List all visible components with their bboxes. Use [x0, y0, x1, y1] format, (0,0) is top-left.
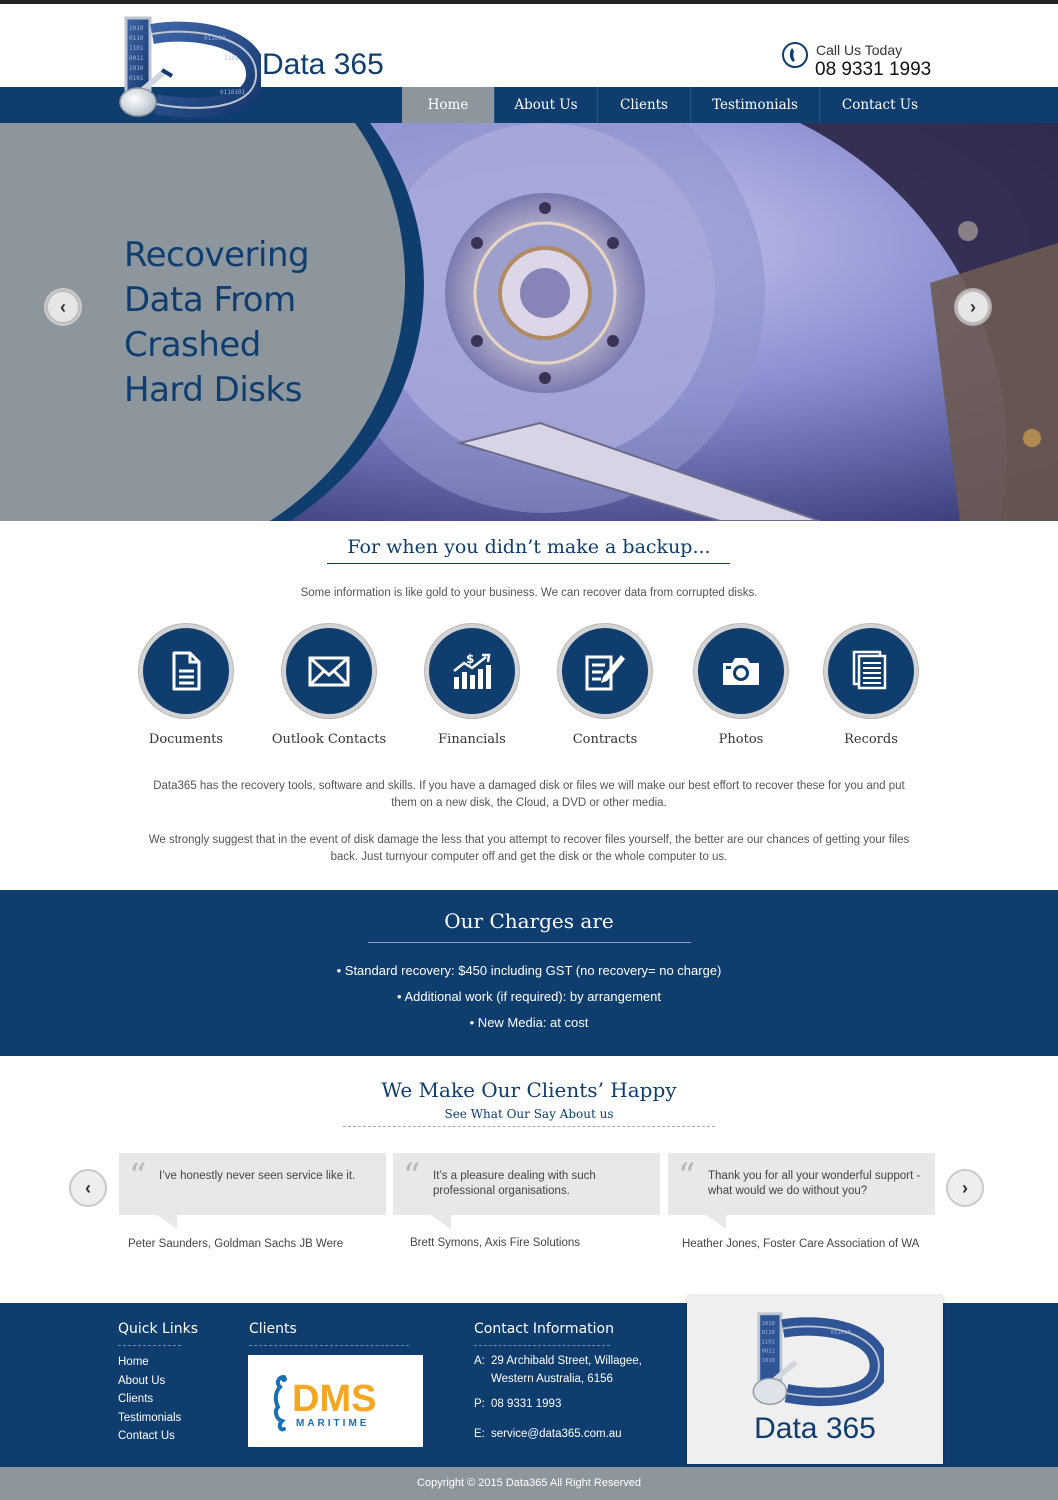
camera-icon: [721, 655, 761, 687]
footer-brand-logo: [749, 1312, 884, 1408]
hero-headline: Recovering Data From Crashed Hard Disks: [124, 235, 310, 410]
svg-text:1101: 1101: [129, 45, 144, 52]
service-photos[interactable]: Photos: [671, 624, 811, 747]
service-contracts[interactable]: Contracts: [535, 624, 675, 747]
svg-text:011010: 011010: [830, 1330, 851, 1337]
chevron-right-icon: ›: [962, 1177, 968, 1198]
charges-title: Our Charges are: [444, 909, 614, 933]
financial-chart-icon: [450, 651, 494, 691]
svg-text:0110101: 0110101: [220, 89, 246, 96]
brand-logo[interactable]: [116, 16, 261, 120]
svg-text:1010: 1010: [761, 1357, 775, 1364]
charges-divider: [368, 942, 691, 943]
testimonial-quote: “ It’s a pleasure dealing with such professional organisations.: [393, 1153, 660, 1215]
svg-text:1010: 1010: [761, 1320, 775, 1327]
nav-item-home[interactable]: Home: [402, 87, 495, 123]
testimonials-prev-button[interactable]: [69, 1169, 107, 1207]
nav-item-clients[interactable]: Clients: [598, 87, 691, 123]
testimonials-title: We Make Our Clients’ Happy: [381, 1078, 677, 1102]
svg-text:0110: 0110: [129, 35, 144, 42]
brand-name[interactable]: Data 365: [262, 48, 384, 81]
svg-text:$: $: [466, 652, 475, 666]
recovery-paragraph: Data365 has the recovery tools, software and skills. If you have a damaged disk or files we will make our best effort to recover these for you and put them on a new disk, the Cloud, a DVD or other media.: [153, 780, 905, 809]
quick-links-list: [118, 1353, 181, 1446]
testimonial-quote: “ I’ve honestly never seen service like it.: [119, 1153, 386, 1215]
testimonials-subtitle[interactable]: See What Our Say About us: [444, 1107, 614, 1121]
services-row: [0, 624, 1058, 754]
quote-mark-icon: “: [129, 1156, 147, 1196]
svg-text:1010: 1010: [129, 65, 144, 72]
footer-link-about-us[interactable]: About Us: [118, 1374, 166, 1387]
hero-slider: [0, 123, 1058, 521]
svg-text:011010: 011010: [204, 35, 226, 42]
seahorse-logo-icon: [248, 1355, 423, 1447]
service-outlook-contacts[interactable]: Outlook Contacts: [259, 624, 399, 747]
charges-list: [0, 958, 1058, 1036]
envelope-icon: [307, 653, 351, 689]
svg-text:DMS: DMS: [292, 1378, 377, 1420]
quote-mark-icon: “: [403, 1156, 421, 1196]
footer-logo-card[interactable]: [687, 1296, 943, 1464]
site-footer: Quick Links Home About Us Clients Testimonials Contact Us Clients DMS MARITIME Contact Information A: 29 Archibald Street, Willagee, Western Australia, 6156 P: 08 9331 1993 E: service@data365.com.au: [0, 1303, 1058, 1467]
call-label: Call Us Today: [816, 42, 903, 58]
svg-text:1010: 1010: [129, 25, 144, 32]
testimonial-quote: “ Thank you for all your wonderful support - what would we do without you?: [668, 1153, 935, 1215]
charge-item: • Additional work (if required): by arrangement: [397, 989, 661, 1004]
footer-brand-name: Data 365: [754, 1412, 876, 1445]
svg-text:0011: 0011: [129, 55, 144, 62]
clients-title: Clients: [249, 1321, 297, 1337]
testimonial-author: Heather Jones, Foster Care Association of WA: [682, 1238, 920, 1250]
svg-text:0101: 0101: [129, 75, 144, 82]
document-icon: [168, 651, 204, 691]
svg-text:0011: 0011: [761, 1348, 775, 1355]
nav-item-contact-us[interactable]: Contact Us: [841, 97, 919, 113]
nav-item-about-us[interactable]: About Us: [495, 87, 598, 123]
quick-links-title: Quick Links: [118, 1321, 199, 1337]
chevron-right-icon: ›: [970, 296, 976, 317]
svg-text:1101: 1101: [224, 55, 239, 62]
nav-item-testimonials[interactable]: Testimonials: [691, 87, 820, 123]
hero-next-button[interactable]: [956, 290, 990, 324]
charge-item: • New Media: at cost: [469, 1015, 589, 1030]
testimonials-next-button[interactable]: [946, 1169, 984, 1207]
testimonial-author: Peter Saunders, Goldman Sachs JB Were: [128, 1238, 344, 1250]
footer-link-testimonials[interactable]: Testimonials: [118, 1411, 182, 1424]
phone-icon: [781, 41, 809, 69]
intro-divider: [327, 563, 730, 564]
footer-link-home[interactable]: Home: [118, 1356, 149, 1368]
records-stack-icon: [852, 650, 890, 692]
advice-paragraph: We strongly suggest that in the event of disk damage the less that you attempt to recover files yourself, the better are our chances of getting your files back. Just turnyour computer off and get the disk or the whole computer to us.: [148, 834, 910, 863]
chevron-left-icon: ‹: [60, 296, 66, 317]
client-logo-dms-maritime[interactable]: [248, 1355, 423, 1447]
footer-link-clients[interactable]: Clients: [118, 1393, 154, 1405]
charge-item: • Standard recovery: $450 including GST (no recovery= no charge): [336, 963, 722, 978]
footer-link-contact-us[interactable]: Contact Us: [118, 1430, 175, 1442]
intro-title: For when you didn’t make a backup...: [347, 536, 711, 558]
testimonials-divider: [343, 1126, 715, 1127]
svg-text:0110: 0110: [761, 1330, 775, 1337]
testimonial-author: Brett Symons, Axis Fire Solutions: [410, 1237, 581, 1249]
chevron-left-icon: ‹: [85, 1177, 91, 1198]
service-financials[interactable]: $ Financials: [402, 624, 542, 747]
contact-title: Contact Information: [474, 1321, 614, 1337]
svg-text:MARITIME: MARITIME: [296, 1418, 370, 1429]
header-phone-number[interactable]: 08 9331 1993: [815, 59, 932, 80]
copyright-bar: Copyright © 2015 Data365 All Right Reserved: [0, 1467, 1058, 1500]
charges-section: [0, 890, 1058, 1056]
service-documents[interactable]: Documents: [116, 624, 256, 747]
contract-pen-icon: [583, 651, 627, 691]
hero-prev-button[interactable]: [46, 290, 80, 324]
quote-mark-icon: “: [678, 1156, 696, 1196]
intro-text: Some information is like gold to your business. We can recover data from corrupted disks.: [300, 587, 758, 599]
service-records[interactable]: Records: [801, 624, 941, 747]
svg-text:1101: 1101: [761, 1339, 775, 1346]
